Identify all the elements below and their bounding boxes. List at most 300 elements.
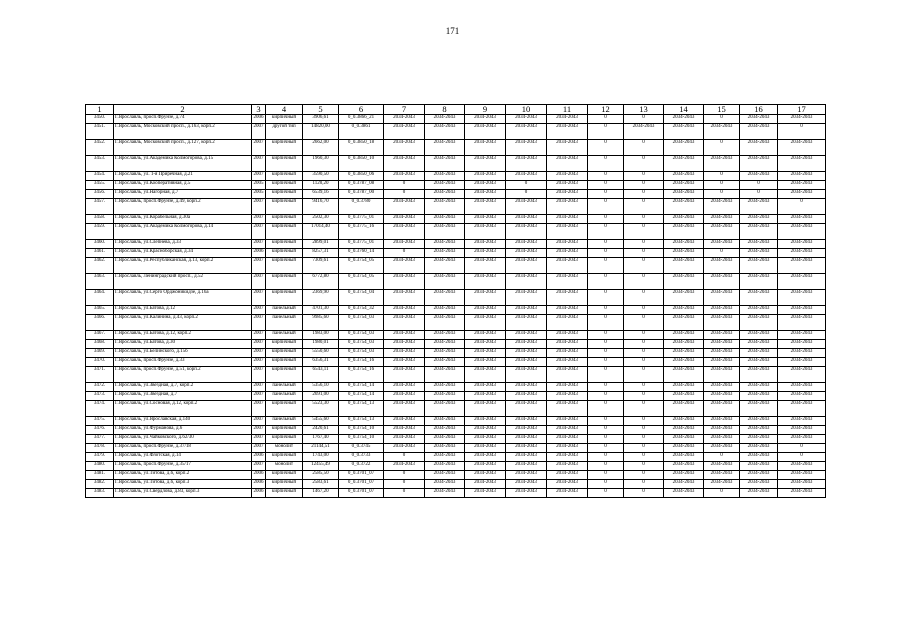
period-cell-col-11: 2034-2043: [547, 383, 588, 392]
period-cell-col-10: 2034-2043: [506, 349, 547, 358]
period-cell-col-15: 2034-2043: [704, 340, 740, 349]
table-row: [86, 274, 826, 290]
period-cell-col-11: 2034-2043: [547, 249, 588, 258]
year-cell: 2007: [252, 258, 266, 274]
period-cell-col-11: 2034-2043: [547, 181, 588, 190]
period-cell-col-11: 2034-2043: [547, 190, 588, 199]
period-cell-col-11: 2034-2043: [547, 172, 588, 181]
period-cell-col-15: 0: [704, 489, 740, 498]
row-number-cell: 3460.: [86, 240, 114, 249]
material-cell: кирпичный: [266, 401, 303, 417]
period-cell-col-17: 0: [778, 444, 826, 453]
period-cell-col-14: 2034-2043: [664, 140, 704, 156]
period-cell-col-13: 0: [624, 306, 664, 315]
period-cell-col-8: 2034-2043: [425, 331, 465, 340]
period-cell-col-14: 2034-2043: [664, 444, 704, 453]
period-cell-col-14: 2034-2043: [664, 156, 704, 172]
period-cell-col-7: 2034-2043: [384, 156, 425, 172]
period-cell-col-12: 0: [588, 199, 624, 215]
material-cell: кирпичный: [266, 224, 303, 240]
table-row: [86, 172, 826, 181]
period-cell-col-15: 2034-2043: [704, 480, 740, 489]
period-cell-col-11: 2034-2043: [547, 417, 588, 426]
row-number-cell: 3450.: [86, 115, 114, 124]
period-cell-col-16: 2034-2043: [740, 435, 778, 444]
code-cell: 0_0.3775_01: [339, 215, 384, 224]
period-cell-col-8: 2034-2043: [425, 190, 465, 199]
period-cell-col-9: 2034-2043: [465, 181, 506, 190]
period-cell-col-16: 0: [740, 190, 778, 199]
period-cell-col-7: 2034-2043: [384, 444, 425, 453]
period-cell-col-17: 2034-2043: [778, 480, 826, 489]
area-cell: 21144,51: [303, 444, 339, 453]
material-cell: кирпичный: [266, 480, 303, 489]
period-cell-col-8: 2034-2043: [425, 140, 465, 156]
header-cell-11: 11: [547, 105, 588, 115]
row-number-cell: 3472.: [86, 383, 114, 392]
period-cell-col-12: 0: [588, 258, 624, 274]
period-cell-col-13: 0: [624, 471, 664, 480]
period-cell-col-9: 2034-2043: [465, 367, 506, 383]
year-cell: 2007: [252, 383, 266, 392]
year-cell: 2007: [252, 340, 266, 349]
header-cell-16: 16: [740, 105, 778, 115]
address-cell: Г.Ярославль, просп.Фрунзе, д.37/18: [114, 444, 252, 453]
period-cell-col-14: 2034-2043: [664, 426, 704, 435]
period-cell-col-7: 2034-2043: [384, 140, 425, 156]
material-cell: панельный: [266, 306, 303, 315]
period-cell-col-12: 0: [588, 315, 624, 331]
period-cell-col-15: 2034-2043: [704, 392, 740, 401]
year-cell: 2007: [252, 392, 266, 401]
period-cell-col-11: 2034-2043: [547, 315, 588, 331]
period-cell-col-9: 2034-2043: [465, 401, 506, 417]
period-cell-col-16: 2034-2043: [740, 172, 778, 181]
header-cell-7: 7: [384, 105, 425, 115]
period-cell-col-12: 0: [588, 340, 624, 349]
period-cell-col-13: 0: [624, 224, 664, 240]
period-cell-col-8: 2034-2043: [425, 426, 465, 435]
period-cell-col-15: 2034-2043: [704, 358, 740, 367]
header-cell-12: 12: [588, 105, 624, 115]
period-cell-col-12: 0: [588, 249, 624, 258]
period-cell-col-8: 2034-2043: [425, 315, 465, 331]
period-cell-col-7: 2034-2043: [384, 274, 425, 290]
period-cell-col-14: 2034-2043: [664, 240, 704, 249]
period-cell-col-12: 0: [588, 181, 624, 190]
period-cell-col-16: 2034-2043: [740, 489, 778, 498]
period-cell-col-10: 2034-2043: [506, 358, 547, 367]
period-cell-col-11: 2034-2043: [547, 462, 588, 471]
period-cell-col-13: 0: [624, 349, 664, 358]
period-cell-col-14: 2034-2043: [664, 274, 704, 290]
period-cell-col-17: 2034-2043: [778, 367, 826, 383]
address-cell: Г.Ярославль, ул.Батова, д.12, корп.2: [114, 331, 252, 340]
code-cell: 0_0.3754_13: [339, 401, 384, 417]
period-cell-col-16: 2034-2043: [740, 290, 778, 306]
row-number-cell: 3461.: [86, 249, 114, 258]
year-cell: 2006: [252, 480, 266, 489]
area-cell: 3590,50: [303, 172, 339, 181]
period-cell-col-17: 2034-2043: [778, 401, 826, 417]
period-cell-col-17: 2034-2043: [778, 489, 826, 498]
period-cell-col-13: 0: [624, 274, 664, 290]
period-cell-col-11: 2034-2043: [547, 489, 588, 498]
area-cell: 6356,31: [303, 358, 339, 367]
period-cell-col-15: 2034-2043: [704, 258, 740, 274]
address-cell: Г.Ярославль, ул.Сосновая, д.12, корп.2: [114, 401, 252, 417]
area-cell: 3906,61: [303, 115, 339, 124]
period-cell-col-10: 2034-2043: [506, 401, 547, 417]
period-cell-col-15: 2034-2043: [704, 274, 740, 290]
period-cell-col-15: 2034-2043: [704, 156, 740, 172]
header-cell-17: 17: [778, 105, 826, 115]
area-cell: 1743,00: [303, 453, 339, 462]
header-cell-13: 13: [624, 105, 664, 115]
period-cell-col-10: 2034-2043: [506, 444, 547, 453]
period-cell-col-16: 2034-2043: [740, 249, 778, 258]
period-cell-col-16: 2034-2043: [740, 115, 778, 124]
period-cell-col-16: 2034-2043: [740, 392, 778, 401]
row-number-cell: 3453.: [86, 156, 114, 172]
year-cell: 2006: [252, 453, 266, 462]
table-body: [86, 115, 826, 498]
period-cell-col-16: 2034-2043: [740, 401, 778, 417]
year-cell: 2007: [252, 462, 266, 471]
period-cell-col-10: 2034-2043: [506, 426, 547, 435]
table-row: [86, 156, 826, 172]
year-cell: 2007: [252, 199, 266, 215]
code-cell: 0_0.3866_21: [339, 115, 384, 124]
period-cell-col-10: 2034-2043: [506, 367, 547, 383]
row-number-cell: 3480.: [86, 462, 114, 471]
period-cell-col-8: 2034-2043: [425, 489, 465, 498]
period-cell-col-17: 2034-2043: [778, 274, 826, 290]
year-cell: 2007: [252, 156, 266, 172]
period-cell-col-8: 2034-2043: [425, 290, 465, 306]
year-cell: 2007: [252, 172, 266, 181]
period-cell-col-7: 2034-2043: [384, 349, 425, 358]
period-cell-col-14: 2034-2043: [664, 340, 704, 349]
housing-table: [85, 104, 826, 498]
address-cell: Г.Ярославль, ул.Корабельная, д.30а: [114, 215, 252, 224]
row-number-cell: 3465.: [86, 306, 114, 315]
row-number-cell: 3458.: [86, 215, 114, 224]
period-cell-col-8: 2034-2043: [425, 462, 465, 471]
period-cell-col-8: 2034-2043: [425, 172, 465, 181]
period-cell-col-12: 0: [588, 215, 624, 224]
period-cell-col-16: 2034-2043: [740, 199, 778, 215]
period-cell-col-8: 2034-2043: [425, 453, 465, 462]
row-number-cell: 3475.: [86, 417, 114, 426]
period-cell-col-10: 2034-2043: [506, 172, 547, 181]
period-cell-col-15: 0: [704, 453, 740, 462]
period-cell-col-15: 2034-2043: [704, 349, 740, 358]
period-cell-col-9: 2034-2043: [465, 124, 506, 140]
material-cell: панельный: [266, 417, 303, 426]
header-cell-14: 14: [664, 105, 704, 115]
area-cell: 4701,30: [303, 306, 339, 315]
period-cell-col-16: 2034-2043: [740, 331, 778, 340]
period-cell-col-12: 0: [588, 331, 624, 340]
material-cell: монолит: [266, 444, 303, 453]
address-cell: Г.Ярославль, ул.Звездная, д.7, корп.2: [114, 383, 252, 392]
period-cell-col-16: 2034-2043: [740, 124, 778, 140]
period-cell-col-13: 0: [624, 435, 664, 444]
period-cell-col-9: 2034-2043: [465, 444, 506, 453]
period-cell-col-11: 2034-2043: [547, 224, 588, 240]
material-cell: кирпичный: [266, 274, 303, 290]
row-number-cell: 3457.: [86, 199, 114, 215]
period-cell-col-9: 2034-2043: [465, 331, 506, 340]
address-cell: Г.Ярославль, ул.Ярославская, д.140: [114, 417, 252, 426]
material-cell: кирпичный: [266, 471, 303, 480]
period-cell-col-16: 2034-2043: [740, 215, 778, 224]
period-cell-col-15: 0: [704, 115, 740, 124]
period-cell-col-16: 2034-2043: [740, 471, 778, 480]
period-cell-col-7: 0: [384, 480, 425, 489]
period-cell-col-14: 2034-2043: [664, 349, 704, 358]
period-cell-col-10: 2034-2043: [506, 315, 547, 331]
period-cell-col-10: 2034-2043: [506, 462, 547, 471]
code-cell: 0_0.3754_10: [339, 435, 384, 444]
period-cell-col-9: 2034-2043: [465, 199, 506, 215]
period-cell-col-14: 2034-2043: [664, 480, 704, 489]
period-cell-col-10: 2034-2043: [506, 290, 547, 306]
period-cell-col-13: 0: [624, 383, 664, 392]
period-cell-col-15: 2034-2043: [704, 444, 740, 453]
period-cell-col-9: 2034-2043: [465, 480, 506, 489]
period-cell-col-9: 2034-2043: [465, 453, 506, 462]
period-cell-col-16: 2034-2043: [740, 156, 778, 172]
table-row: [86, 215, 826, 224]
period-cell-col-7: 2034-2043: [384, 340, 425, 349]
period-cell-col-10: 2034-2043: [506, 306, 547, 315]
code-cell: 0_0.3733: [339, 453, 384, 462]
year-cell: 2007: [252, 124, 266, 140]
period-cell-col-7: 2034-2043: [384, 331, 425, 340]
period-cell-col-10: 2034-2043: [506, 215, 547, 224]
period-cell-col-14: 2034-2043: [664, 224, 704, 240]
period-cell-col-9: 2034-2043: [465, 489, 506, 498]
area-cell: 2691,00: [303, 392, 339, 401]
period-cell-col-17: 2034-2043: [778, 435, 826, 444]
period-cell-col-10: 2034-2043: [506, 124, 547, 140]
period-cell-col-10: 2034-2043: [506, 140, 547, 156]
period-cell-col-10: 2034-2043: [506, 224, 547, 240]
code-cell: 0_0.3754_14: [339, 383, 384, 392]
period-cell-col-8: 2034-2043: [425, 367, 465, 383]
material-cell: кирпичный: [266, 340, 303, 349]
material-cell: кирпичный: [266, 140, 303, 156]
header-cell-6: 6: [339, 105, 384, 115]
period-cell-col-9: 2034-2043: [465, 417, 506, 426]
row-number-cell: 3470.: [86, 358, 114, 367]
period-cell-col-8: 2034-2043: [425, 435, 465, 444]
year-cell: 2007: [252, 426, 266, 435]
table-row: [86, 426, 826, 435]
period-cell-col-7: 0: [384, 190, 425, 199]
area-cell: 17014,40: [303, 224, 339, 240]
period-cell-col-17: 2034-2043: [778, 340, 826, 349]
period-cell-col-13: 0: [624, 480, 664, 489]
period-cell-col-11: 2034-2043: [547, 444, 588, 453]
page-number: 171: [445, 26, 460, 36]
area-cell: 6543,11: [303, 367, 339, 383]
code-cell: 0_0.3701_07: [339, 480, 384, 489]
table-row: [86, 367, 826, 383]
period-cell-col-12: 0: [588, 426, 624, 435]
period-cell-col-17: 2034-2043: [778, 392, 826, 401]
address-cell: Г.Ярославль, Московский просп., д.127, корп.2: [114, 140, 252, 156]
period-cell-col-8: 2034-2043: [425, 274, 465, 290]
period-cell-col-9: 2034-2043: [465, 435, 506, 444]
table-row: [86, 471, 826, 480]
period-cell-col-9: 2034-2043: [465, 172, 506, 181]
period-cell-col-14: 2034-2043: [664, 315, 704, 331]
address-cell: Г.Ярославль, просп.Фрунзе, д.33: [114, 358, 252, 367]
header-cell-10: 10: [506, 105, 547, 115]
period-cell-col-14: 2034-2043: [664, 417, 704, 426]
period-cell-col-7: 2034-2043: [384, 401, 425, 417]
period-cell-col-10: 2034-2043: [506, 471, 547, 480]
period-cell-col-16: 2034-2043: [740, 444, 778, 453]
period-cell-col-12: 0: [588, 435, 624, 444]
period-cell-col-15: 2034-2043: [704, 331, 740, 340]
row-number-cell: 3478.: [86, 444, 114, 453]
period-cell-col-15: 0: [704, 172, 740, 181]
header-cell-1: 1: [86, 105, 114, 115]
material-cell: кирпичный: [266, 453, 303, 462]
period-cell-col-15: 2034-2043: [704, 306, 740, 315]
area-cell: 2583,61: [303, 480, 339, 489]
period-cell-col-11: 2034-2043: [547, 426, 588, 435]
period-cell-col-12: 0: [588, 172, 624, 181]
period-cell-col-9: 2034-2043: [465, 462, 506, 471]
period-cell-col-15: 2034-2043: [704, 367, 740, 383]
period-cell-col-17: 2034-2043: [778, 331, 826, 340]
period-cell-col-13: 0: [624, 462, 664, 471]
table-row: [86, 417, 826, 426]
period-cell-col-10: 2034-2043: [506, 240, 547, 249]
address-cell: Г.Ярославль, ул.Батова, д.30: [114, 340, 252, 349]
year-cell: 2007: [252, 306, 266, 315]
period-cell-col-17: 2034-2043: [778, 315, 826, 331]
period-cell-col-10: 2034-2043: [506, 115, 547, 124]
material-cell: кирпичный: [266, 489, 303, 498]
period-cell-col-11: 2034-2043: [547, 156, 588, 172]
period-cell-col-7: 2034-2043: [384, 426, 425, 435]
year-cell: 2007: [252, 315, 266, 331]
period-cell-col-9: 2034-2043: [465, 274, 506, 290]
period-cell-col-15: 2034-2043: [704, 215, 740, 224]
period-cell-col-10: 2034-2043: [506, 331, 547, 340]
table-row: [86, 140, 826, 156]
period-cell-col-10: 2034-2043: [506, 156, 547, 172]
period-cell-col-7: 0: [384, 453, 425, 462]
period-cell-col-14: 2034-2043: [664, 401, 704, 417]
period-cell-col-17: 2034-2043: [778, 156, 826, 172]
address-cell: Г.Ярославль, ул.Фурманова, д.6: [114, 426, 252, 435]
period-cell-col-10: 2034-2043: [506, 274, 547, 290]
material-cell: другой тип: [266, 124, 303, 140]
period-cell-col-8: 2034-2043: [425, 224, 465, 240]
period-cell-col-13: 0: [624, 453, 664, 462]
period-cell-col-12: 0: [588, 306, 624, 315]
period-cell-col-13: 0: [624, 199, 664, 215]
period-cell-col-7: 2034-2043: [384, 392, 425, 401]
period-cell-col-11: 2034-2043: [547, 392, 588, 401]
period-cell-col-8: 2034-2043: [425, 258, 465, 274]
period-cell-col-7: 2034-2043: [384, 224, 425, 240]
period-cell-col-13: 0: [624, 290, 664, 306]
material-cell: кирпичный: [266, 426, 303, 435]
address-cell: Г.Ярославль, ул.Титова, д.6, корп.2: [114, 471, 252, 480]
period-cell-col-11: 2034-2043: [547, 358, 588, 367]
year-cell: 2007: [252, 240, 266, 249]
material-cell: кирпичный: [266, 358, 303, 367]
period-cell-col-11: 2034-2043: [547, 240, 588, 249]
period-cell-col-7: 2034-2043: [384, 115, 425, 124]
header-row: [86, 105, 826, 115]
area-cell: 1980,01: [303, 340, 339, 349]
address-cell: Г.Ярославль, просп.Фрунзе, д.35/17: [114, 462, 252, 471]
period-cell-col-17: 2034-2043: [778, 249, 826, 258]
year-cell: 2007: [252, 331, 266, 340]
period-cell-col-14: 2034-2043: [664, 453, 704, 462]
period-cell-col-9: 2034-2043: [465, 392, 506, 401]
table-row: [86, 462, 826, 471]
period-cell-col-12: 0: [588, 471, 624, 480]
period-cell-col-14: 2034-2043: [664, 331, 704, 340]
period-cell-col-10: 2034-2043: [506, 392, 547, 401]
code-cell: 0_0.3701_07: [339, 489, 384, 498]
row-number-cell: 3473.: [86, 392, 114, 401]
period-cell-col-9: 2034-2043: [465, 215, 506, 224]
period-cell-col-16: 2034-2043: [740, 349, 778, 358]
code-cell: 0_0.3787_08: [339, 181, 384, 190]
code-cell: 0_0.3775_16: [339, 224, 384, 240]
address-cell: Г.Ярославль, Ленинградский просп., д.52: [114, 274, 252, 290]
area-cell: 2662,00: [303, 140, 339, 156]
period-cell-col-10: 2034-2043: [506, 435, 547, 444]
code-cell: 0_0.3754_05: [339, 274, 384, 290]
period-cell-col-11: 2034-2043: [547, 274, 588, 290]
period-cell-col-13: 0: [624, 444, 664, 453]
period-cell-col-15: 0: [704, 190, 740, 199]
period-cell-col-14: 2034-2043: [664, 115, 704, 124]
period-cell-col-16: 2034-2043: [740, 367, 778, 383]
housing-table-container: [85, 104, 825, 498]
area-cell: 9985,60: [303, 315, 339, 331]
year-cell: 2005: [252, 181, 266, 190]
material-cell: кирпичный: [266, 181, 303, 190]
material-cell: кирпичный: [266, 156, 303, 172]
period-cell-col-17: 2034-2043: [778, 215, 826, 224]
period-cell-col-13: 0: [624, 392, 664, 401]
period-cell-col-13: 0: [624, 417, 664, 426]
code-cell: 0_0.3754_03: [339, 331, 384, 340]
code-cell: 0_0.3754_10: [339, 426, 384, 435]
row-number-cell: 3455.: [86, 181, 114, 190]
period-cell-col-12: 0: [588, 290, 624, 306]
code-cell: 0_0.3861: [339, 124, 384, 140]
period-cell-col-15: 2034-2043: [704, 383, 740, 392]
period-cell-col-17: 2034-2043: [778, 306, 826, 315]
period-cell-col-17: 2034-2043: [778, 258, 826, 274]
period-cell-col-13: 0: [624, 240, 664, 249]
material-cell: кирпичный: [266, 215, 303, 224]
